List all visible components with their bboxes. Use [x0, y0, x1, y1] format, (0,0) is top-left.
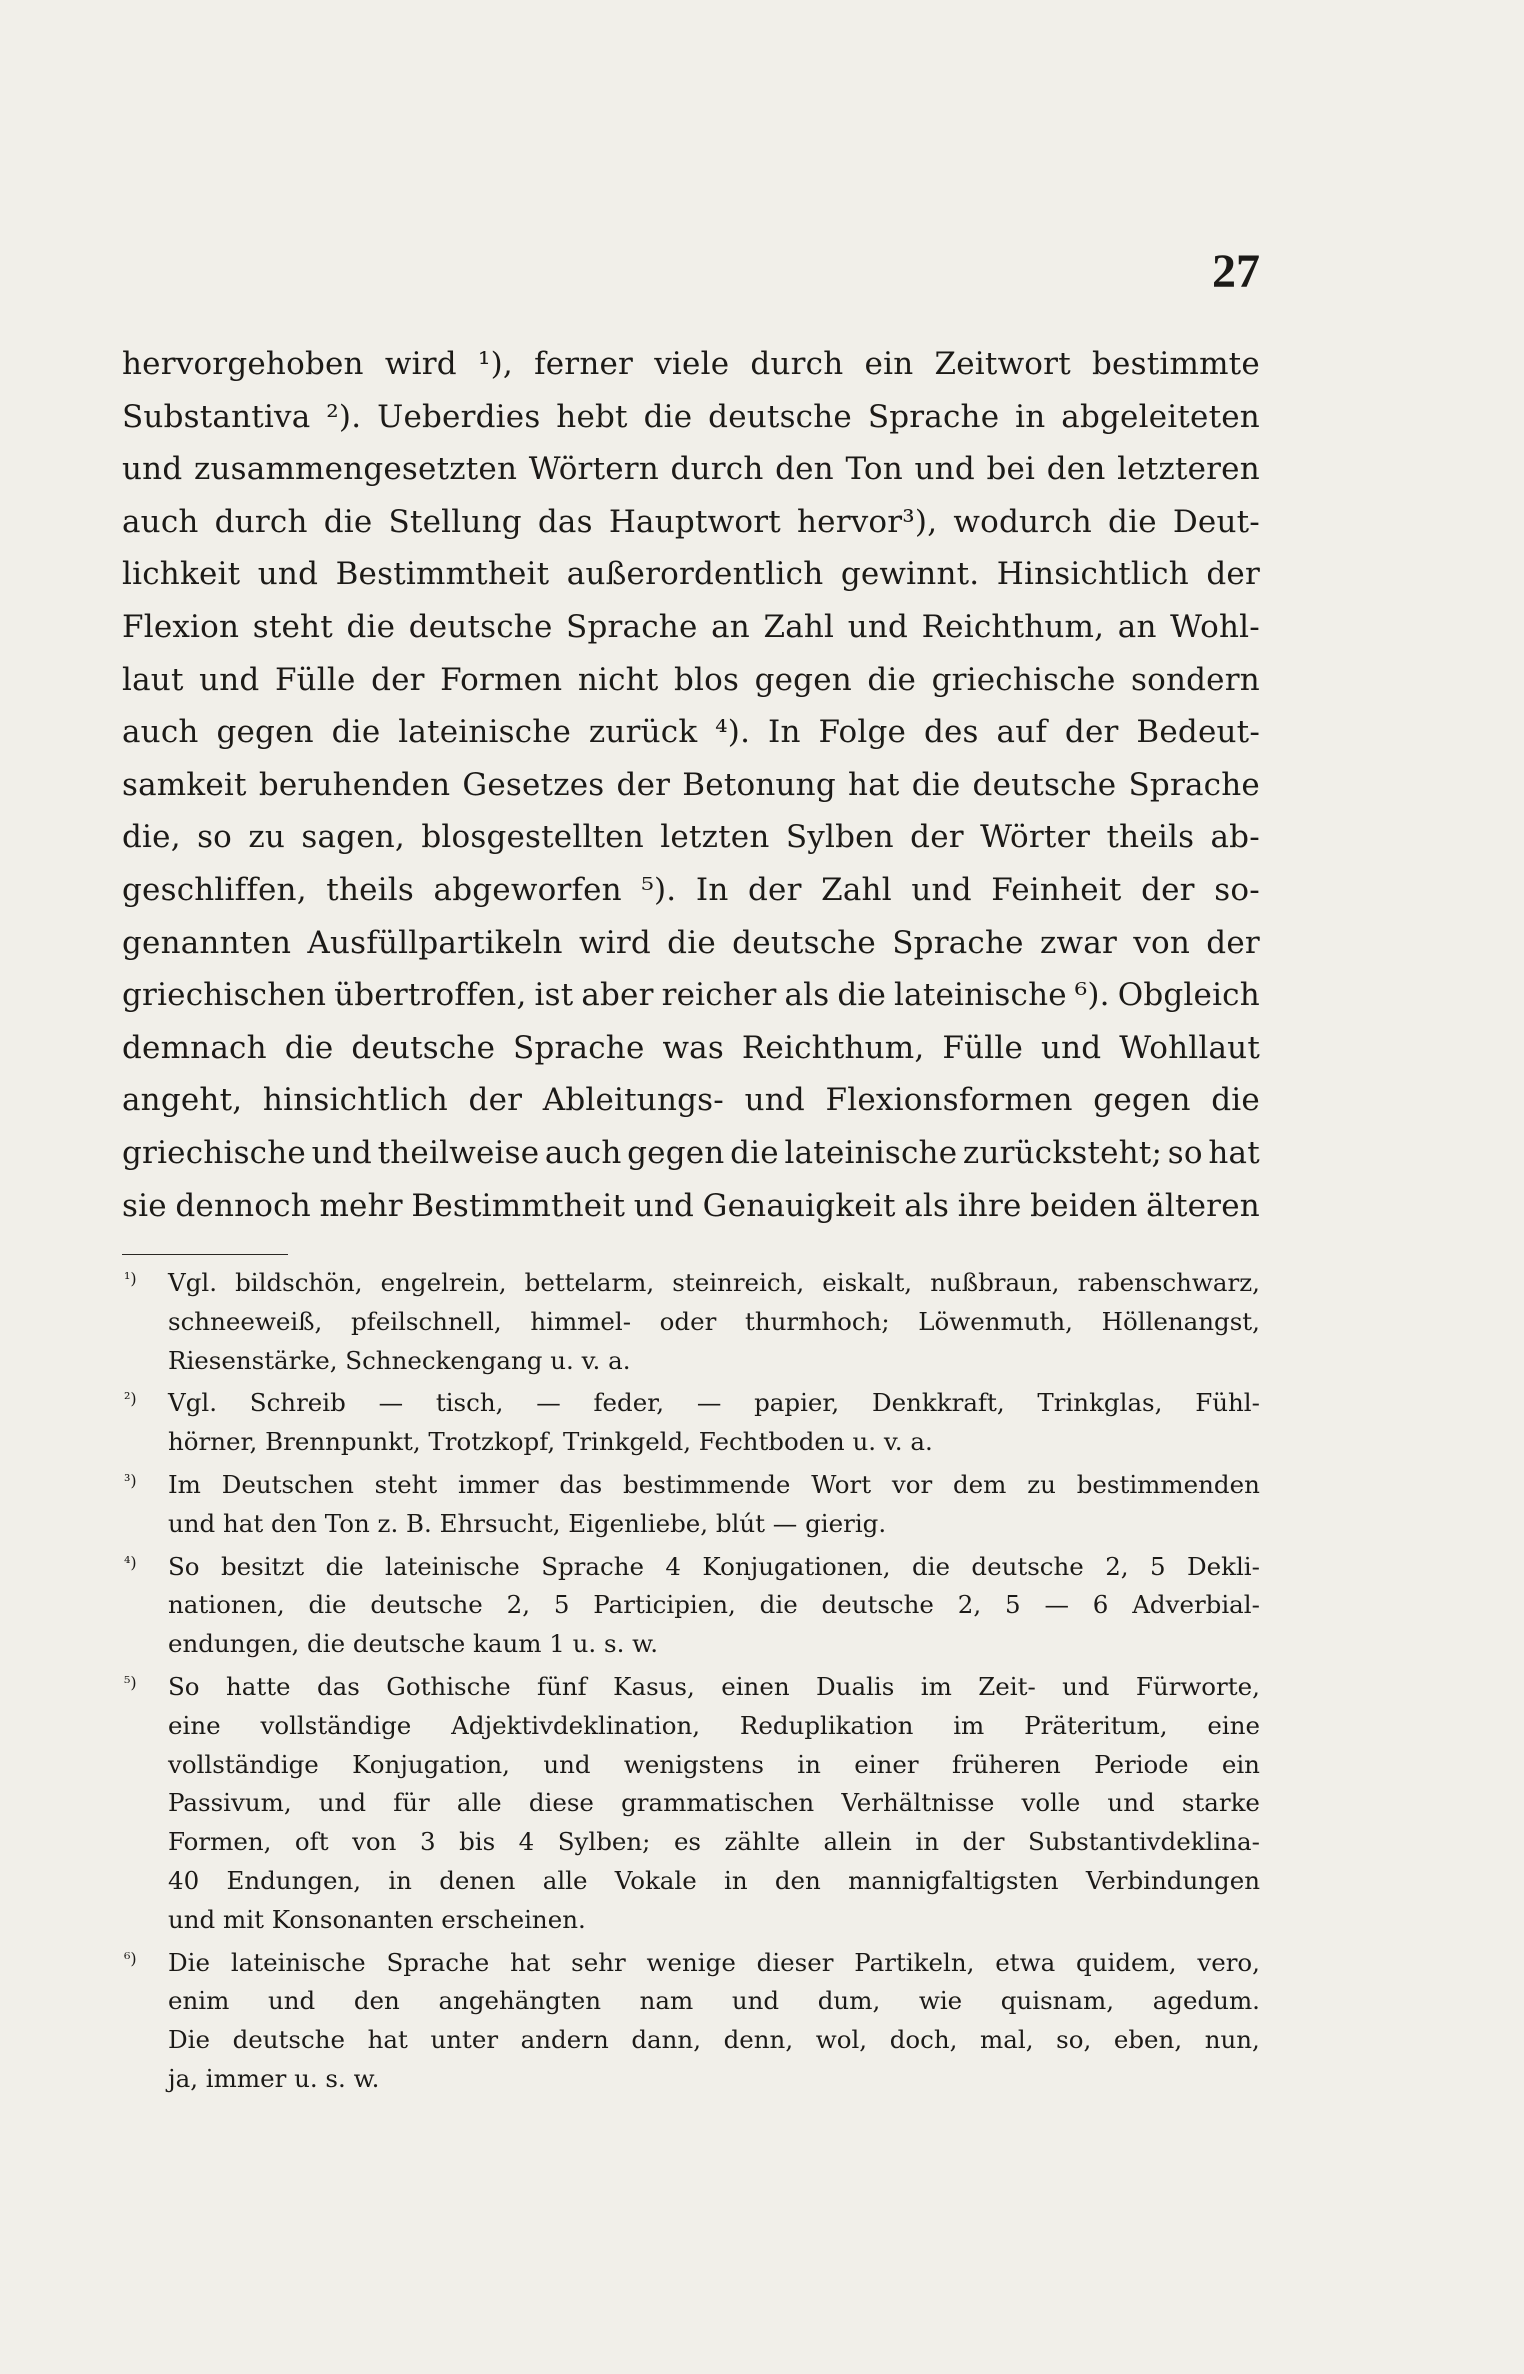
- footnote-marker: ⁵): [124, 1672, 137, 1692]
- body-line: angeht, hinsichtlich der Ableitungs- und Flexionsformen gegen die: [122, 1082, 1260, 1119]
- footnote-line: Formen, oft von 3 bis 4 Sylben; es zählte allein in der Substantivdeklina-: [168, 1827, 1260, 1857]
- body-line: hervorgehoben wird ¹), ferner viele durch ein Zeitwort bestimmte: [122, 346, 1260, 382]
- footnote-marker: ¹): [124, 1269, 137, 1288]
- footnote-separator: [122, 1254, 288, 1255]
- footnote-line: Die lateinische Sprache hat sehr wenige dieser Partikeln, etwa quidem, vero,: [168, 1947, 1260, 1977]
- footnote-marker: ⁶): [124, 1948, 137, 1968]
- body-line: samkeit beruhenden Gesetzes der Betonung hat die deutsche Sprache: [122, 766, 1260, 803]
- footnote-line: endungen, die deutsche kaum 1 u. s. w.: [168, 1629, 659, 1659]
- footnotes: [122, 1264, 1260, 2103]
- footnote-2: [122, 1384, 1260, 1462]
- footnote-line: 40 Endungen, in denen alle Vokale in den mannigfaltigsten Verbindungen: [168, 1865, 1260, 1895]
- footnote-line: hörner, Brennpunkt, Trotzkopf, Trinkgeld, Fechtboden u. v. a.: [168, 1427, 933, 1457]
- footnote-line: Riesenstärke, Schneckengang u. v. a.: [168, 1345, 631, 1375]
- footnote-marker: ²): [124, 1389, 137, 1409]
- footnote-line: schneeweiß, pfeilschnell, himmel- oder thurmhoch; Löwenmuth, Höllenangst,: [168, 1306, 1260, 1336]
- body-line: demnach die deutsche Sprache was Reichthum, Fülle und Wohllaut: [122, 1029, 1260, 1066]
- footnote-line: Vgl. Schreib — tisch, — feder, — papier, Denkkraft, Trinkglas, Fühl-: [168, 1388, 1260, 1418]
- footnote-1: [122, 1264, 1260, 1380]
- body-line: und zusammengesetzten Wörtern durch den Ton und bei den letzteren: [122, 451, 1260, 488]
- body-line: lichkeit und Bestimmtheit außerordentlich gewinnt. Hinsichtlich der: [122, 556, 1260, 593]
- body-line: geschliffen, theils abgeworfen ⁵). In der Zahl und Feinheit der so-: [122, 871, 1260, 908]
- footnote-marker: ⁴): [124, 1552, 137, 1572]
- footnote-line: vollständige Konjugation, und wenigstens in einer früheren Periode ein: [168, 1749, 1260, 1779]
- body-line: laut und Fülle der Formen nicht blos gegen die griechische sondern: [122, 661, 1260, 698]
- body-line: Substantiva ²). Ueberdies hebt die deutsche Sprache in abgeleiteten: [122, 398, 1260, 435]
- footnote-line: und hat den Ton z. B. Ehrsucht, Eigenliebe, blút — gierig.: [168, 1508, 887, 1538]
- footnote-line: und mit Konsonanten erscheinen.: [168, 1904, 586, 1934]
- footnote-line: enim und den angehängten nam und dum, wie quisnam, agedum.: [168, 1986, 1260, 2016]
- main-text: [122, 338, 1260, 1232]
- body-line: Flexion steht die deutsche Sprache an Zahl und Reichthum, an Wohl-: [122, 608, 1260, 645]
- page-number: 27: [1212, 245, 1260, 298]
- body-line: griechischen übertroffen, ist aber reicher als die lateinische ⁶). Obgleich: [122, 977, 1260, 1014]
- footnote-line: eine vollständige Adjektivdeklination, Reduplikation im Präteritum, eine: [168, 1710, 1260, 1740]
- footnote-line: nationen, die deutsche 2, 5 Participien, die deutsche 2, 5 — 6 Adverbial-: [168, 1590, 1260, 1620]
- footnote-marker: ³): [124, 1470, 137, 1490]
- body-line: genannten Ausfüllpartikeln wird die deutsche Sprache zwar von der: [122, 924, 1260, 961]
- footnote-line: So hatte das Gothische fünf Kasus, einen Dualis im Zeit- und Fürworte,: [168, 1671, 1260, 1701]
- footnote-line: Die deutsche hat unter andern dann, denn, wol, doch, mal, so, eben, nun,: [168, 2025, 1260, 2055]
- footnote-6: [122, 1944, 1260, 2099]
- footnote-line: ja, immer u. s. w.: [168, 2063, 380, 2093]
- body-line: sie dennoch mehr Bestimmtheit und Genauigkeit als ihre beiden älteren: [122, 1187, 1260, 1224]
- body-line: griechische und theilweise auch gegen die lateinische zurücksteht; so hat: [122, 1134, 1260, 1171]
- footnote-line: So besitzt die lateinische Sprache 4 Konjugationen, die deutsche 2, 5 Dekli-: [168, 1551, 1260, 1581]
- footnote-line: Passivum, und für alle diese grammatischen Verhältnisse volle und starke: [168, 1788, 1260, 1818]
- footnote-line: Vgl. bildschön, engelrein, bettelarm, steinreich, eiskalt, nußbraun, rabenschwarz,: [168, 1268, 1260, 1297]
- footnote-4: [122, 1548, 1260, 1664]
- body-line: auch durch die Stellung das Hauptwort hervor³), wodurch die Deut-: [122, 503, 1260, 540]
- footnote-5: [122, 1668, 1260, 1940]
- body-line: die, so zu sagen, blosgestellten letzten Sylben der Wörter theils ab-: [122, 819, 1260, 856]
- footnote-3: [122, 1466, 1260, 1544]
- footnote-line: Im Deutschen steht immer das bestimmende Wort vor dem zu bestimmenden: [168, 1469, 1260, 1499]
- body-line: auch gegen die lateinische zurück ⁴). In Folge des auf der Bedeut-: [122, 714, 1260, 751]
